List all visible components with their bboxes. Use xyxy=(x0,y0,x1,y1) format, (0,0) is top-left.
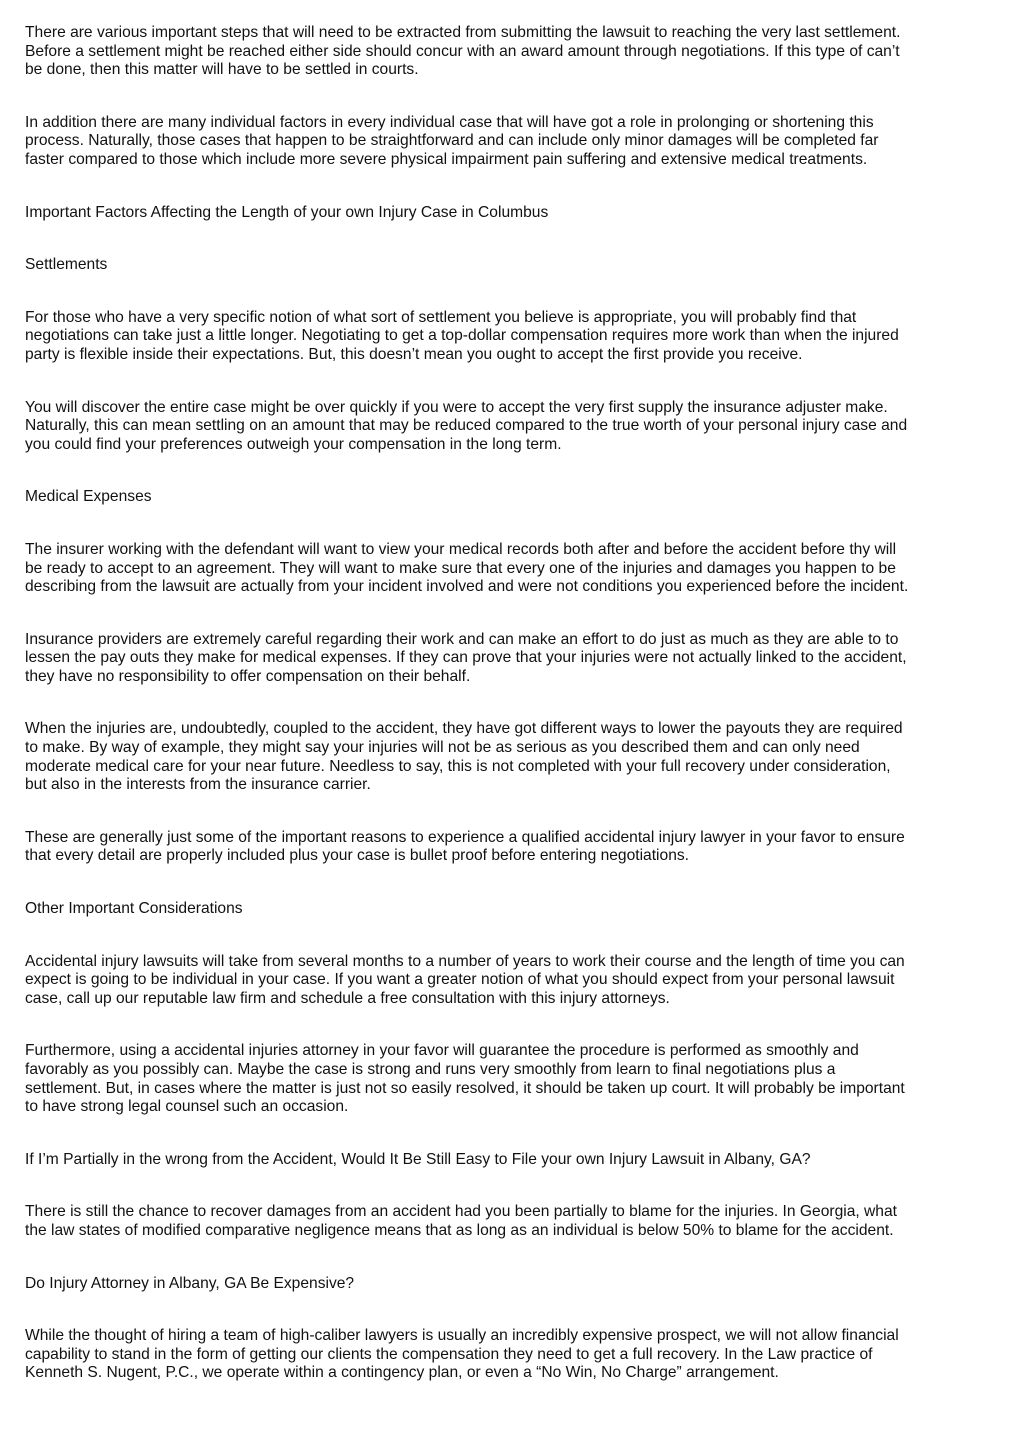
paragraph-lawsuit-duration: Accidental injury lawsuits will take from several months to a number of years to work their course and the length of time you can expect is going to be individual in your case. If you want a greater notion of what you should expect from your personal lawsuit case, call up our reputable law firm and schedule a free consultation with this injury attorneys. xyxy=(25,952,905,1007)
heading-partially-wrong: If I’m Partially in the wrong from the Accident, Would It Be Still Easy to File your own Injury Lawsuit in Albany, GA? xyxy=(25,1150,811,1168)
paragraph-intro: There are various important steps that will need to be extracted from submitting the lawsuit to reaching the very last settlement. Before a settlement might be reached either side should concur with an award amount through negotiations. If this type of can’t be done, then this matter will have to be settled in courts. xyxy=(25,24,901,79)
paragraph-contingency: While the thought of hiring a team of high-caliber lawyers is usually an incredibly expensive prospect, we will not allow financial capability to stand in the form of getting our clients the compensation they need to get a full recovery. In the Law practice of Kenneth S. Nugent, P.C., we operate within a contingency plan, or even a “No Win, No Charge” arrangement. xyxy=(25,1327,899,1382)
paragraph-comparative-negligence: There is still the chance to recover damages from an accident had you been partially to blame for the injuries. In Georgia, what the law states of modified comparative negligence means that as long as an individual is below 50% to blame for the accident. xyxy=(25,1203,897,1239)
paragraph-payouts: When the injuries are, undoubtedly, coupled to the accident, they have got different ways to lower the payouts they are required to make. By way of example, they might say your injuries will not be as serious as you described them and can only need moderate medical care for your near future. Needless to say, this is not completed with your full recovery under consideration, but also in the interests from the insurance carrier. xyxy=(25,720,903,794)
heading-settlements: Settlements xyxy=(25,256,108,274)
paragraph-qualified-lawyer: These are generally just some of the important reasons to experience a qualified accidental injury lawyer in your favor to ensure that every detail are properly included plus your case is bullet proof before entering negotiations. xyxy=(25,828,905,865)
heading-medical-expenses: Medical Expenses xyxy=(25,488,152,506)
paragraph-settlement-notion: For those who have a very specific notion of what sort of settlement you believe is appropriate, you will probably find that negotiations can take just a little longer. Negotiating to get a top-dollar compensation requires more work than when the injured party is flexible inside their expectations. But, this doesn’t mean you ought to accept the first provide you receive. xyxy=(25,308,899,363)
paragraph-insurance-providers: Insurance providers are extremely careful regarding their work and can make an effort to do just as much as they are able to to lessen the pay outs they make for medical expenses. If they can prove that your injuries were not actually linked to the accident, they have no responsibility to offer compensation on their behalf. xyxy=(25,630,907,685)
heading-important-factors: Important Factors Affecting the Length of your own Injury Case in Columbus xyxy=(25,203,549,221)
paragraph-medical-records: The insurer working with the defendant will want to view your medical records both after and before the accident before thy will be ready to accept to an agreement. They will want to make sure that every one of the injuries and damages you happen to be describing from the lawsuit are actually from your incident involved and were not conditions you experienced before the incident. xyxy=(25,540,909,596)
heading-other-considerations: Other Important Considerations xyxy=(25,900,243,918)
document-page xyxy=(25,24,1003,1417)
heading-attorney-expensive: Do Injury Attorney in Albany, GA Be Expensive? xyxy=(25,1274,355,1292)
paragraph-individual-factors: In addition there are many individual factors in every individual case that will have got a role in prolonging or shortening this process. Naturally, those cases that happen to be straightforward and can include only minor damages will be completed far faster compared to those which include more severe physical impairment pain suffering and extensive medical treatments. xyxy=(25,113,879,168)
paragraph-first-offer: You will discover the entire case might be over quickly if you were to accept the very first supply the insurance adjuster make. Naturally, this can mean settling on an amount that may be reduced compared to the true worth of your personal injury case and you could find your preferences outweigh your compensation in the long term. xyxy=(25,398,908,453)
paragraph-attorney-favor: Furthermore, using a accidental injuries attorney in your favor will guarantee the procedure is performed as smoothly and favorably as you possibly can. Maybe the case is strong and runs very smoothly from learn to final negotiations plus a settlement. But, in cases where the matter is just not so easily resolved, it should be taken up court. It will probably be important to have strong legal counsel such an occasion. xyxy=(25,1042,905,1116)
